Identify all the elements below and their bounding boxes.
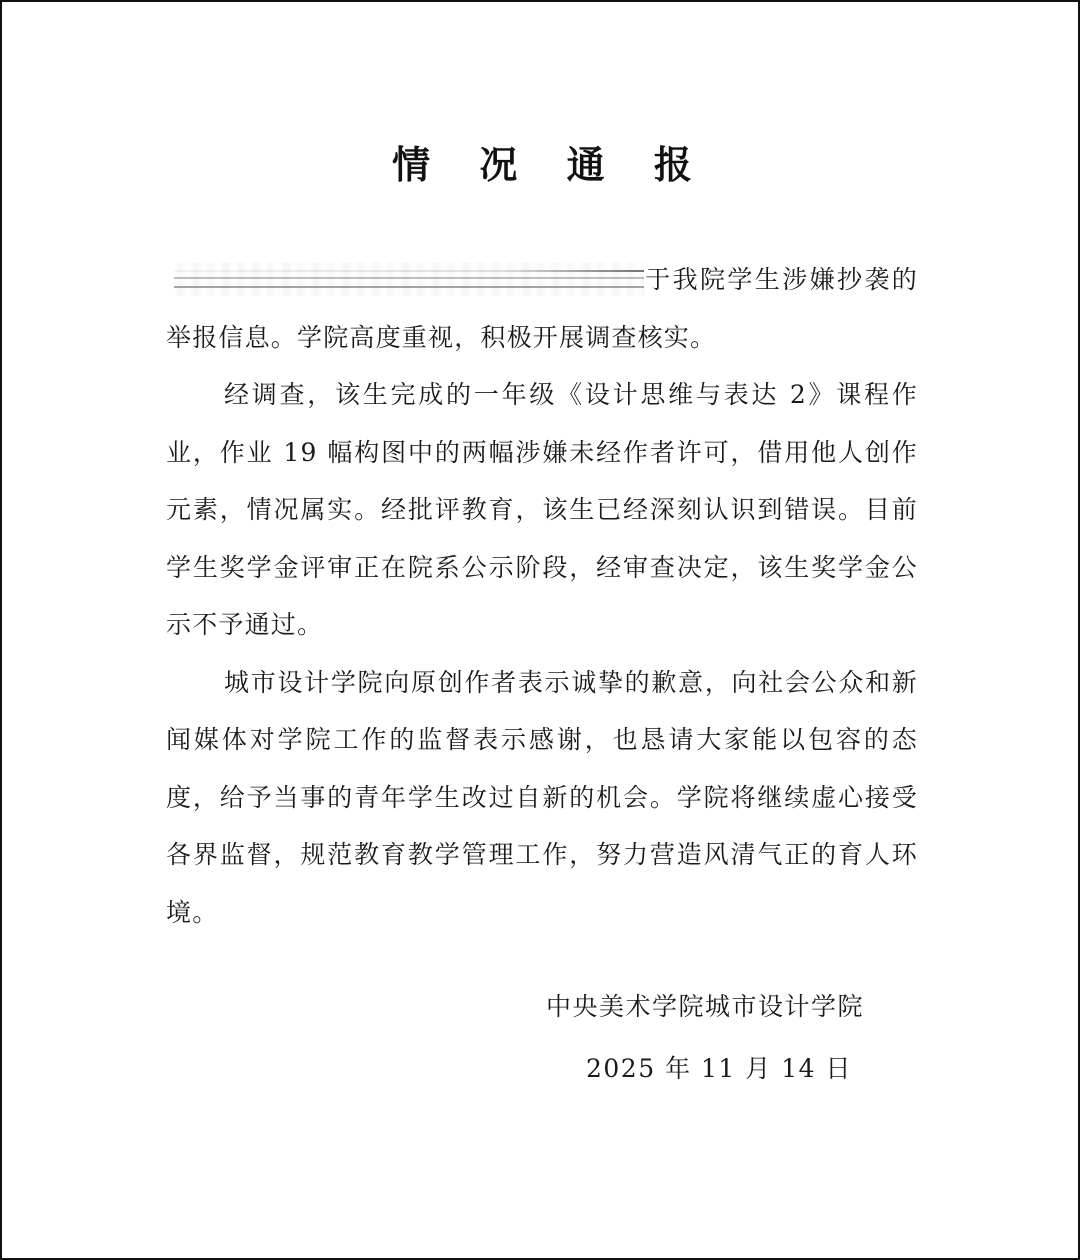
issue-date: 2025 年 11 月 14 日 xyxy=(586,1054,852,1083)
document-title: 情 况 通 报 xyxy=(392,143,710,187)
paragraph-1-text: 于我院学生涉嫌抄袭的举报信息。学院高度重视，积极开展调查核实。 xyxy=(166,265,918,352)
paragraph-1 xyxy=(166,251,918,366)
paragraph-3: 城市设计学院向原创作者表示诚挚的歉意，向社会公众和新闻媒体对学院工作的监督表示感谢，也恳请大家能以包容的态度，给予当事的青年学生改过自新的机会。学院将继续虚心接受各界监督，规范教育教学管理工作，努力营造风清气正的育人环境。 xyxy=(166,667,918,927)
document-body xyxy=(166,251,918,941)
paragraph-2: 经调查，该生完成的一年级《设计思维与表达 2》课程作业，作业 19 幅构图中的两幅涉嫌未经作者许可，借用他人创作元素，情况属实。经批评教育，该生已经深刻认识到错误。目前学生奖学金评审正在院系公示阶段，经审查决定，该生奖学金公示不予通过。 xyxy=(166,380,918,639)
issuing-organization: 中央美术学院城市设计学院 xyxy=(546,992,865,1021)
redacted-blur-region xyxy=(174,262,644,296)
